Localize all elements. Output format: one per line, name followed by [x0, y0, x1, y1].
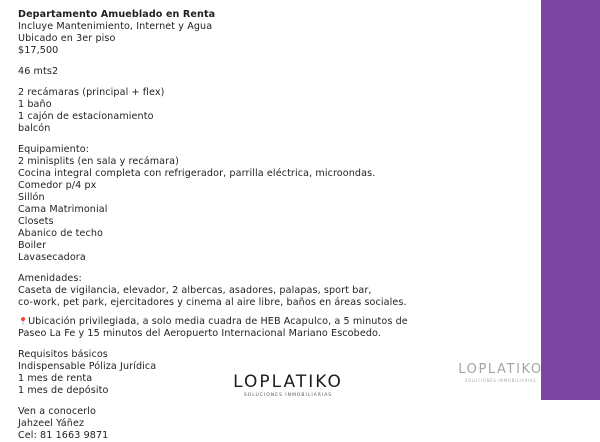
- brand-logo-subtitle: SOLUCIONES INMOBILIARIAS: [243, 393, 333, 398]
- equipment-item: Cocina integral completa con refrigerador, parrilla eléctrica, microondas.: [18, 168, 376, 179]
- includes-line: Incluye Mantenimiento, Internet y Agua: [18, 21, 213, 32]
- requirement-item: 1 mes de renta: [18, 373, 93, 384]
- listing-title: Departamento Amueblado en Renta: [18, 9, 216, 20]
- room-item: balcón: [18, 123, 51, 134]
- contact-phone: Cel: 81 1663 9871: [18, 430, 109, 441]
- equipment-item: Sillón: [18, 192, 45, 203]
- equipment-item: Comedor p/4 px: [18, 180, 97, 191]
- equipment-item: Abanico de techo: [18, 228, 104, 239]
- brand-logo-text: LOPLATIKO: [233, 372, 343, 392]
- location-line: Paseo La Fe y 15 minutos del Aeropuerto Internacional Mariano Escobedo.: [18, 328, 381, 339]
- contact-name: Jahzeel Yáñez: [18, 418, 85, 429]
- watermark-logo-text: LOPLATIKO: [458, 362, 543, 377]
- amenities-line: co-work, pet park, ejercitadores y cinema al aire libre, baños en áreas sociales.: [18, 297, 407, 308]
- equipment-item: Boiler: [18, 240, 47, 251]
- requirements-heading: Requisitos básicos: [18, 349, 108, 360]
- room-item: 1 baño: [18, 99, 52, 110]
- requirement-item: 1 mes de depósito: [18, 385, 109, 396]
- room-item: 1 cajón de estacionamiento: [18, 111, 154, 122]
- watermark-logo: [433, 362, 568, 383]
- watermark-logo-subtitle: SOLUCIONES INMOBILIARIAS: [464, 378, 537, 383]
- amenities-heading: Amenidades:: [18, 273, 82, 284]
- floor-line: Ubicado en 3er piso: [18, 33, 116, 44]
- equipment-heading: Equipamiento:: [18, 144, 90, 155]
- brand-logo: [208, 372, 368, 398]
- equipment-item: Cama Matrimonial: [18, 204, 108, 215]
- size-line: 46 mts2: [18, 66, 59, 77]
- contact-heading: Ven a conocerlo: [18, 406, 97, 417]
- price-line: $17,500: [18, 45, 59, 56]
- requirement-item: Indispensable Póliza Jurídica: [18, 361, 157, 372]
- amenities-line: Caseta de vigilancia, elevador, 2 albercas, asadores, palapas, sport bar,: [18, 285, 372, 296]
- location-pin-icon: 📍: [18, 317, 29, 326]
- equipment-item: 2 minisplits (en sala y recámara): [18, 156, 179, 167]
- equipment-item: Closets: [18, 216, 54, 227]
- location-text: Ubicación privilegiada, a solo media cuadra de HEB Acapulco, a 5 minutos de: [28, 316, 408, 327]
- location-line: [18, 316, 538, 328]
- equipment-item: Lavasecadora: [18, 252, 86, 263]
- accent-strip: [541, 0, 600, 400]
- room-item: 2 recámaras (principal + flex): [18, 87, 165, 98]
